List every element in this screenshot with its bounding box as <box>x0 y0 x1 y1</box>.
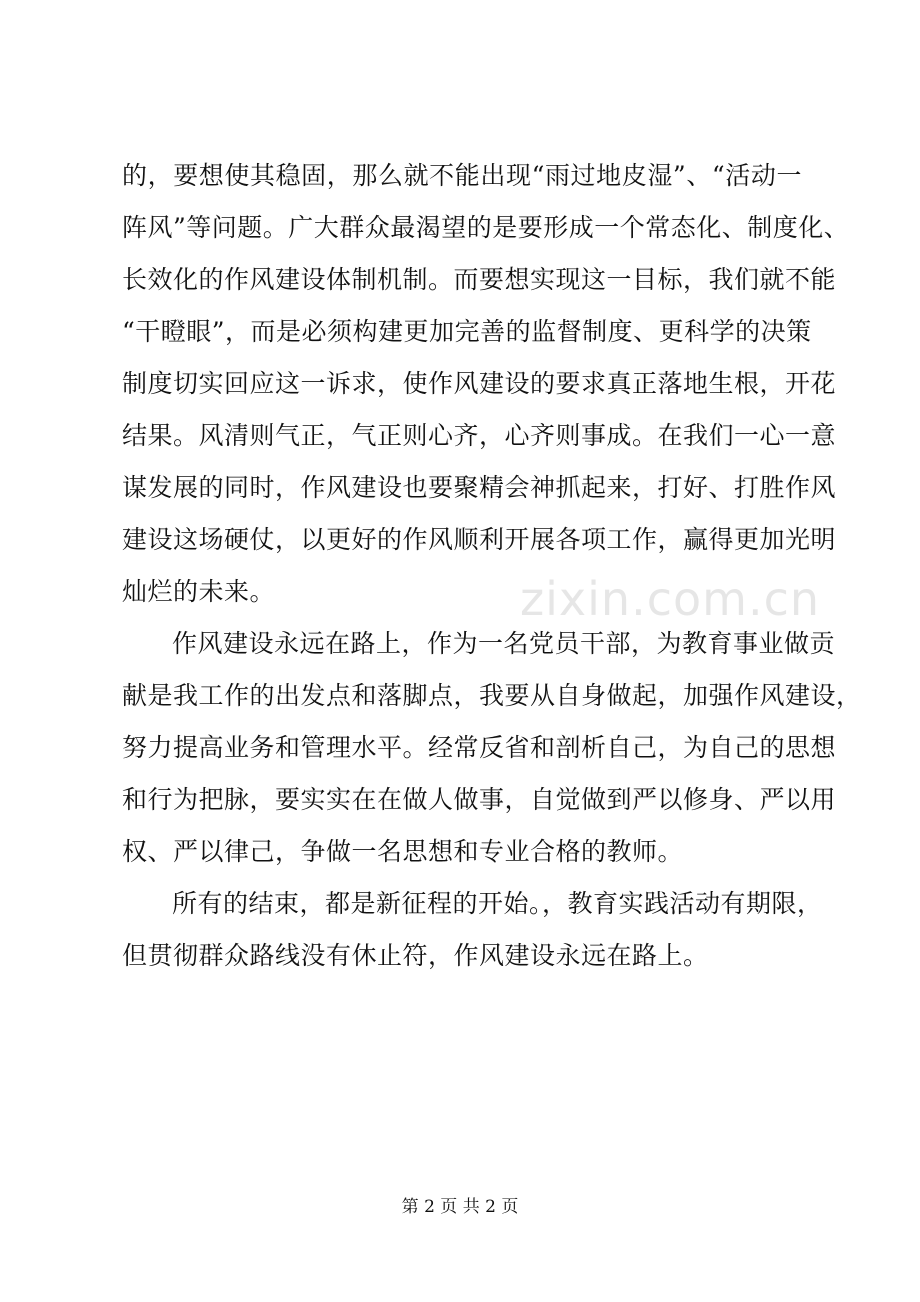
text-line: 献是我工作的出发点和落脚点，我要从自身做起，加强作风建设， <box>122 681 862 710</box>
page-footer: 第 2 页 共 2 页 <box>401 1197 519 1217</box>
text-line: 所有的结束，都是新征程的开始。，教育实践活动有期限， <box>172 889 823 918</box>
text-line: 建设这场硬仗，以更好的作风顺利开展各项工作，赢得更加光明 <box>122 525 837 554</box>
watermark: zixin.com.cn <box>520 572 821 626</box>
paragraph-2 <box>122 618 862 878</box>
text-line: 的，要想使其稳固，那么就不能出现“雨过地皮湿”、“活动一 <box>122 161 802 190</box>
text-line: 灿烂的未来。 <box>122 577 276 606</box>
text-line: 制度切实回应这一诉求，使作风建设的要求真正落地生根，开花 <box>122 369 837 398</box>
text-line: 作风建设永远在路上，作为一名党员干部，为教育事业做贡 <box>172 629 836 658</box>
paragraph-1 <box>122 150 850 618</box>
text-line: 但贯彻群众路线没有休止符，作风建设永远在路上。 <box>122 941 709 970</box>
paragraph-3 <box>122 878 823 982</box>
text-line: 权、严以律己，争做一名思想和专业合格的教师。 <box>122 837 684 866</box>
text-line: 谋发展的同时，作风建设也要聚精会神抓起来，打好、打胜作风 <box>122 473 837 502</box>
text-line: 阵风”等问题。广大群众最渴望的是要形成一个常态化、制度化、 <box>122 213 850 242</box>
document-body <box>122 150 862 982</box>
text-line: 长效化的作风建设体制机制。而要想实现这一目标，我们就不能 <box>122 265 837 294</box>
text-line: 和行为把脉，要实实在在做人做事，自觉做到严以修身、严以用 <box>122 785 837 814</box>
text-line: 努力提高业务和管理水平。经常反省和剖析自己，为自己的思想 <box>122 733 837 762</box>
text-line: 结果。风清则气正，气正则心齐，心齐则事成。在我们一心一意 <box>122 421 837 450</box>
text-line: “干瞪眼”，而是必须构建更加完善的监督制度、更科学的决策 <box>122 317 812 346</box>
